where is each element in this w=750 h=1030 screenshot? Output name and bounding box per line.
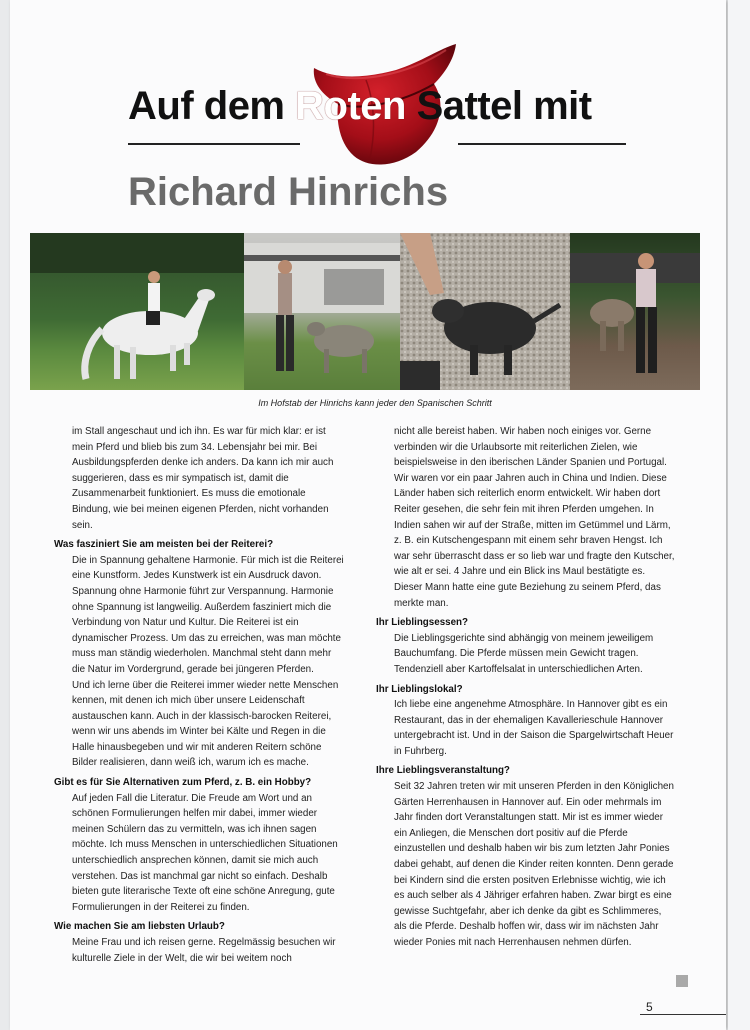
headline-rule-right [458,143,626,145]
headline-suffix: Sattel mit [416,84,592,128]
headline-highlight: Roten [295,84,406,128]
interview-question: Ihr Lieblingslokal? [376,683,463,695]
interview-answer: Meine Frau und ich reisen gerne. Regelmässig besuchen wir kulturelle Ziele in der Welt, die wir bei weitem noch [72,937,336,964]
interview-answer: Ich liebe eine angenehme Atmosphäre. In Hannover gibt es ein Restaurant, das in der ehemaligen Kavallerieschule Hannover untergebracht ist. Und in der Saison die Spargelwirtschaft Heuer in Fuhrberg. [394,699,674,757]
interview-question: Was fasziniert Sie am meisten bei der Reiterei? [54,539,274,551]
interview-question: Gibt es für Sie Alternativen zum Pferd, z. B. ein Hobby? [54,777,312,789]
headline-line-1 [128,84,592,129]
page-number: 5 [646,1000,653,1014]
photo-white-horse [30,233,244,390]
interview-answer: Auf jeden Fall die Literatur. Die Freude am Wort und an schönen Formulierungen helfen mir dabei, immer wieder meinen Schülern das zu vermitteln, was ich ihnen sagen möchte. Ich muss Menschen in unterschiedlichen Situationen unterschiedlich ansprechen können, damit sie mich auch verstehen. Das ist manchmal gar nicht so einfach. Deshalb bieten gute literarische Texte oft eine schöne Anregung, gute Formulierungen in der Reiterei zu finden. [72,792,338,913]
interview-question: Ihre Lieblingsveranstaltung? [376,765,510,777]
interview-question: Ihr Lieblingsessen? [376,617,469,629]
article-column-right [376,424,676,951]
photo-dog-gravel [400,233,570,390]
next-page-edge [728,0,750,1030]
headline-rule-left [128,143,300,145]
interview-answer: Die in Spannung gehaltene Harmonie. Für mich ist die Reiterei eine Kunstform. Jedes Kunstwerk ist ein Ausdruck davon. Spannung ohne Harmonie führt zur Verspannung. Harmonie ohne Spannung ist langweilig. Außerdem fasziniert mich die Verbindung von Natur und Kultur. Die Reiterei ist ein dynamischer Prozess. Um das zu erreichen, was man möchte muss man ständig wiederholen. Manchmal steht dann mehr die Natur im Vordergrund, gerade bei jüngeren Pferden. [72,554,344,675]
end-of-article-marker [676,975,688,987]
interview-answer: Und ich lerne über die Reiterei immer wieder nette Menschen kennen, mit denen ich mich über unsere Leidenschaft austauschen kann. Auch in der klassisch-barocken Reiterei, wenn wir uns abends im Winter bei Kälte und Regen in die Halle hinausbegeben und wir mit anderen Reitern schöne Bilder realisieren, dann weiß ich, warum ich es mache. [72,679,339,769]
headline-name: Richard Hinrichs [128,170,449,214]
interview-answer: Die Lieblingsgerichte sind abhängig von meinem jeweiligem Bauchumfang. Die Pferde müssen mein Gewicht tragen. Tendenziell aber Kartoffelsalat in unterschiedlichen Arten. [394,632,654,675]
interview-answer: nicht alle bereist haben. Wir haben noch einiges vor. Gerne verbinden wir die Urlaubsorte mit reiterlichen Zielen, wie beispielsweise in den iberischen Länder Spanien und Portugal. Wir waren vor ein paar Jahren auch in China und Indien. Diese Länder haben sich reiterlich enorm entwickelt. Wir haben dort Reiter gesehen, die sehr fein mit ihren Pferden umgehen. In Indien sahen wir auf der Straße, mitten im Getümmel und Lärm, z. B. ein Kutschengespann mit einem sehr braven Hengst. Ich war sehr überrascht dass er so lieb war und fragte den Kutscher, wie alt er sei. 4 Jahre und ein Blick ins Maul bestätigte es. Dieser Mann hatte eine gute Beziehung zu seinem Pferd, das merkte man. [394,426,675,609]
interview-answer: im Stall angeschaut und ich ihn. Es war für mich klar: er ist mein Pferd und blieb bis zum 34. Lebensjahr bei mir. Bei Ausbildungspferden denke ich anders. Da kann ich mir auch suggerieren, dass es mir sympatisch ist, damit die Zusammenarbeit funktioniert. Es muss die emotionale Bindung, wie bei meinen eigenen Pferden, nicht vorhanden sein. [72,426,334,531]
page-number-rule [640,1014,726,1015]
photo-caption: Im Hofstab der Hinrichs kann jeder den Spanischen Schritt [258,398,492,408]
article-column-left [54,424,346,966]
photo-man-with-horse [570,233,700,390]
photo-man-with-pony [244,233,400,390]
interview-question: Wie machen Sie am liebsten Urlaub? [54,921,225,933]
headline-prefix: Auf dem [128,84,285,128]
interview-answer: Seit 32 Jahren treten wir mit unseren Pferden in den Königlichen Gärten Herrenhausen in Hannover auf. Ein oder mehrmals im Jahr finden dort Veranstaltungen statt. Mir ist es immer wieder ein Anliegen, die Menschen dort positiv auf die Pferde einzustellen und deshalb haben wir bis zum letzten Jahr Ponies dabei gehabt, auf denen die Kinder reiten konnten. Denn gerade bei Kindern sind die ersten positven Erlebnisse wichtig, wie ich es auch selber als 4 Jähriger erfahren haben. Zwar birgt es eine gewisse Suchtgefahr, aber ich denke da gibt es Schlimmeres, als die Pferde. Deshalb hoffen wir, dass wir im nächsten Jahr wieder Ponies mit nach Herrenhausen nehmen dürfen. [394,781,674,948]
